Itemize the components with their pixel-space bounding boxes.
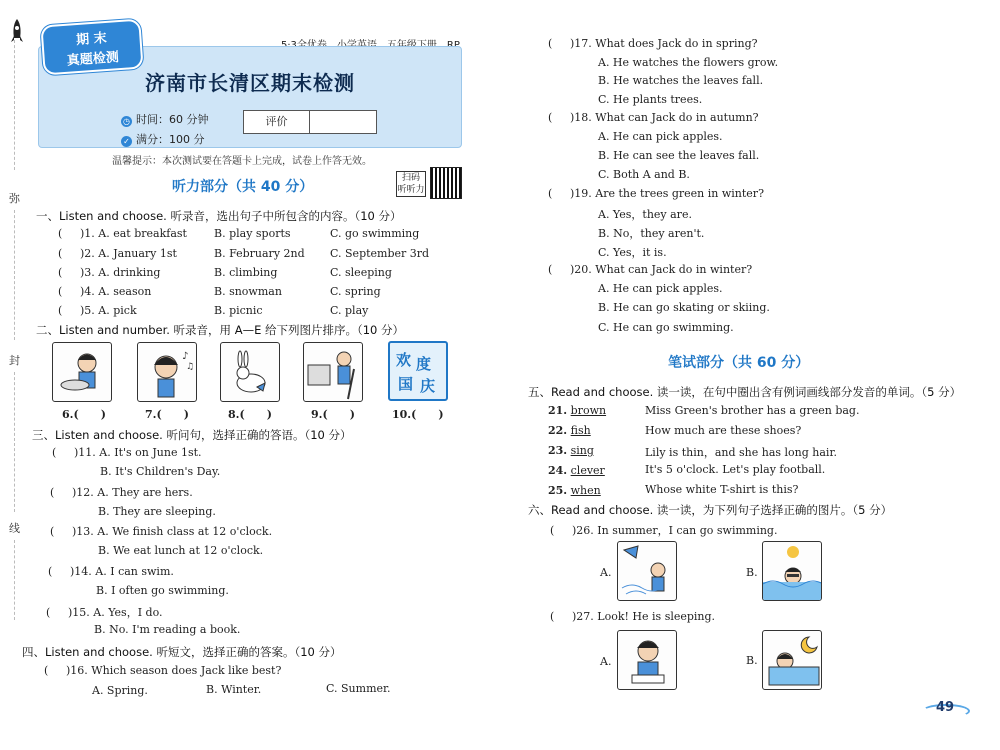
binding-margin [0, 0, 28, 750]
full-score-text: 满分：100 分 [136, 133, 205, 146]
list-item: ( )4. A. season [58, 285, 152, 298]
option-a: A. Yes，they are. [598, 208, 692, 221]
clock-icon: ◷ [121, 116, 132, 127]
option-a: A. He watches the flowers grow. [598, 56, 779, 69]
time-row [121, 111, 209, 127]
time-text: 时间：60 分钟 [136, 113, 209, 126]
list-item: ( )2. A. January 1st [58, 247, 177, 260]
option-c: C. He plants trees. [598, 93, 703, 106]
writing-heading: 笔试部分（共 60 分） [668, 355, 810, 371]
option-b: B. He watches the leaves fall. [598, 74, 764, 87]
picture-number: 10.( ) [392, 408, 444, 421]
svg-text:♪: ♪ [182, 351, 189, 362]
badge-line-2: 真题检测 [66, 50, 120, 69]
list-item: ( )19. Are the trees green in winter? [548, 187, 764, 200]
part6-title: 六、Read and choose. 读一读，为下列句子选择正确的图片。（5 分） [528, 503, 893, 517]
option-c: C. sleeping [330, 266, 392, 279]
picture-number: 8.( ) [228, 408, 272, 421]
picture-number: 7.( ) [145, 408, 189, 421]
badge-line-1: 期 末 [75, 30, 108, 49]
option-a: A. Spring. [92, 684, 148, 697]
svg-text:♫: ♫ [186, 362, 195, 372]
tip-text: 温馨提示：本次测试要在答题卡上完成，试卷上作答无效。 [112, 156, 372, 167]
list-item: ( )15. A. Yes，I do. [46, 606, 163, 619]
option-c: C. Yes，it is. [598, 246, 667, 259]
margin-dashed-line [14, 210, 15, 340]
part2-title: 二、Listen and number. 听录音，用 A—E 给下列图片排序。（10 分） [36, 323, 405, 337]
list-item: ( )3. A. drinking [58, 266, 161, 279]
picture-rabbit [220, 342, 280, 402]
option-b-label: B. [746, 654, 758, 667]
check-icon: ✓ [121, 136, 132, 147]
exam-badge [40, 19, 143, 76]
picture-boy-reading [617, 630, 677, 690]
evaluation-label: 评价 [244, 111, 310, 133]
list-item: ( )11. A. It's on June 1st. [52, 446, 202, 459]
page-number: 49 [936, 700, 955, 715]
list-item: ( )26. In summer，I can go swimming. [550, 524, 778, 537]
sentence: Lily is thin，and she has long hair. [645, 446, 837, 459]
qr-label: 扫码 听听力 [397, 173, 425, 195]
option-c: C. He can go swimming. [598, 321, 734, 334]
sentence: Whose white T-shirt is this? [645, 483, 799, 496]
festival-char: 国 [398, 375, 414, 393]
option-b: B. No，they aren't. [598, 227, 705, 240]
picture-child-swimming [762, 541, 822, 601]
picture-girl-listening [137, 342, 197, 402]
option-b: B. picnic [214, 304, 263, 317]
option-b: B. I often go swimming. [96, 584, 229, 597]
margin-char-3: 线 [9, 522, 20, 535]
picture-child-fishing [617, 541, 677, 601]
festival-char: 度 [416, 355, 432, 373]
option-b: B. No. I'm reading a book. [94, 623, 241, 636]
picture-number: 9.( ) [311, 408, 355, 421]
option-b: B. It's Children's Day. [100, 465, 221, 478]
picture-boy-sleeping [762, 630, 822, 690]
part3-title: 三、Listen and choose. 听问句，选择正确的答语。（10 分） [32, 428, 352, 442]
festival-char: 庆 [420, 377, 436, 395]
picture-boy-eating [52, 342, 112, 402]
sentence: It's 5 o'clock. Let's play football. [645, 463, 826, 476]
list-item: 23. sing [548, 444, 594, 457]
list-item: ( )1. A. eat breakfast [58, 227, 187, 240]
option-b: B. snowman [214, 285, 282, 298]
option-b: B. We eat lunch at 12 o'clock. [98, 544, 264, 557]
list-item: 21. brown [548, 404, 607, 417]
option-b: B. He can see the leaves fall. [598, 149, 760, 162]
option-c: C. September 3rd [330, 247, 430, 260]
option-c: C. Summer. [326, 682, 391, 695]
list-item: ( )20. What can Jack do in winter? [548, 263, 753, 276]
option-b: B. He can go skating or skiing. [598, 301, 770, 314]
option-a-label: A. [600, 655, 612, 668]
list-item: ( )14. A. I can swim. [48, 565, 174, 578]
list-item: ( )5. A. pick [58, 304, 137, 317]
margin-dashed-line [14, 40, 15, 170]
list-item: ( )13. A. We finish class at 12 o'clock. [50, 525, 273, 538]
list-item: ( )27. Look! He is sleeping. [550, 610, 716, 623]
list-item: ( )18. What can Jack do in autumn? [548, 111, 759, 124]
option-c: C. Both A and B. [598, 168, 690, 181]
option-b-label: B. [746, 566, 758, 579]
list-item: 22. fish [548, 424, 591, 437]
list-item: ( )16. Which season does Jack like best? [44, 664, 282, 677]
option-b: B. climbing [214, 266, 278, 279]
festival-char: 欢 [396, 351, 412, 369]
picture-national-day [388, 341, 448, 401]
option-b: B. February 2nd [214, 247, 305, 260]
page-title: 济南市长清区期末检测 [145, 71, 355, 95]
option-b: B. Winter. [206, 683, 262, 696]
option-c: C. play [330, 304, 369, 317]
qr-code-icon[interactable] [430, 167, 462, 199]
sentence: How much are these shoes? [645, 424, 802, 437]
sentence: Miss Green's brother has a green bag. [645, 404, 860, 417]
picture-girl-cleaning [303, 342, 363, 402]
option-c: C. spring [330, 285, 381, 298]
option-a: A. He can pick apples. [598, 130, 723, 143]
part4-title: 四、Listen and choose. 听短文，选择正确的答案。（10 分） [22, 645, 342, 659]
option-c: C. go swimming [330, 227, 420, 240]
list-item: ( )17. What does Jack do in spring? [548, 37, 758, 50]
list-item: ( )12. A. They are hers. [50, 486, 193, 499]
score-row [121, 131, 205, 147]
rocket-icon [10, 18, 24, 51]
list-item: 25. when [548, 484, 601, 497]
option-a-label: A. [600, 566, 612, 579]
part5-title: 五、Read and choose. 读一读，在句中圈出含有例词画线部分发音的单词。（5 分） [528, 385, 962, 399]
option-b: B. They are sleeping. [98, 505, 216, 518]
listening-heading: 听力部分（共 40 分） [172, 179, 314, 195]
margin-char-1: 弥 [9, 192, 20, 205]
option-b: B. play sports [214, 227, 291, 240]
part1-title: 一、Listen and choose. 听录音，选出句子中所包含的内容。（10 分） [36, 209, 402, 223]
margin-dashed-line [14, 372, 15, 512]
picture-number: 6.( ) [62, 408, 106, 421]
evaluation-box[interactable] [243, 110, 377, 134]
list-item: 24. clever [548, 464, 605, 477]
margin-char-2: 封 [9, 354, 20, 367]
margin-dashed-line [14, 540, 15, 620]
option-a: A. He can pick apples. [598, 282, 723, 295]
